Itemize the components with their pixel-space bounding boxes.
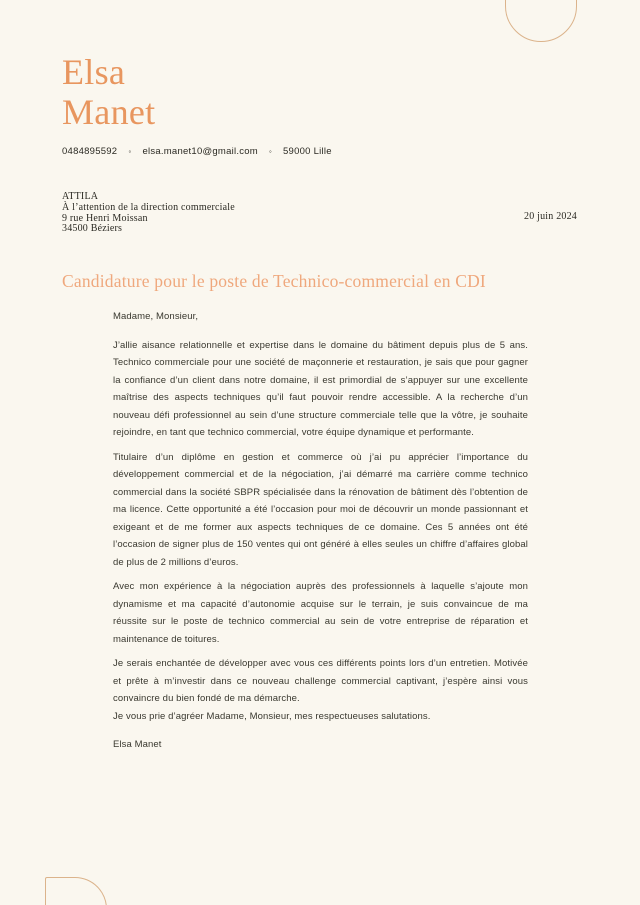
contact-line xyxy=(62,146,332,157)
location-text: 59000 Lille xyxy=(283,146,332,157)
closing-line: Je vous prie d’agréer Madame, Monsieur, mes respectueuses salutations. xyxy=(113,710,431,722)
email-address: elsa.manet10@gmail.com xyxy=(142,146,258,157)
recipient-city: 34500 Béziers xyxy=(62,223,123,235)
body-paragraph: Avec mon expérience à la négociation auprès des professionnels à laquelle s’ajoute mon dynamisme et ma capacité d’autonomie acquise sur le terrain, je suis convaincue de ma réussite sur le poste de technico commercial au sein de votre entreprise de réparation et maintenance de toitures. xyxy=(113,581,528,645)
body-paragraph: Titulaire d’un diplôme en gestion et commerce où j’ai pu apprécier l’importance du développement commercial et de la négociation, j’ai démarré ma carrière comme technico commercial dans la société SBPR spécialisée dans la rénovation de bâtiment dès l’obtention de ma licence. Cette opportunité a été l’occasion pour moi de découvrir un monde passionnant et exigeant et de me former aux aspects techniques de ce domaine. Ces 5 années ont été l’occasion de signer plus de 150 ventes qui ont généré à elles seules un chiffre d’affaires global de plus de 2 millions d’euros. xyxy=(113,451,528,568)
letter-body xyxy=(113,308,528,761)
recipient-company: ATTILA xyxy=(62,191,99,202)
recipient-block xyxy=(62,192,235,235)
recipient-attention: À l’attention de la direction commerciale xyxy=(62,201,235,213)
recipient-street: 9 rue Henri Moissan xyxy=(62,212,148,224)
body-paragraph: J’allie aisance relationnelle et expertise dans le domaine du bâtiment depuis plus de 5 ans. Technico commerciale pour une société de maçonnerie et restauration, je sais que pour gagner la confiance d’un client dans notre domaine, il est primordial de s’appuyer sur une excellente maîtrise des aspects techniques qu’il faut pouvoir rendre accessible. A la recherche d’un nouveau défi professionnel au sein d’une structure commerciale telle que la vôtre, je souhaite rejoindre, en tant que technico commercial, votre équipe dynamique et performante. xyxy=(113,339,528,438)
body-paragraph: Je serais enchantée de développer avec vous ces différents points lors d’un entretien. Motivée et prête à m’investir dans ce nouveau challenge commercial captivant, j’espère ainsi vous convaincre du bien fondé de ma démarche. xyxy=(113,658,528,704)
address-row xyxy=(62,192,577,235)
phone-number: 0484895592 xyxy=(62,146,118,157)
decorative-arch-bottom-left xyxy=(45,877,107,905)
dot-separator-icon: ◦ xyxy=(128,147,132,156)
dot-separator-icon: ◦ xyxy=(268,147,273,156)
sender-last-name: Manet xyxy=(62,92,156,132)
signature: Elsa Manet xyxy=(113,739,162,750)
letter-date: 20 juin 2024 xyxy=(524,211,577,222)
letter-subject: Candidature pour le poste de Technico-commercial en CDI xyxy=(62,271,486,291)
sender-name xyxy=(62,52,155,132)
decorative-arch-top-right xyxy=(505,0,577,42)
sender-first-name: Elsa xyxy=(62,52,126,92)
salutation: Madame, Monsieur, xyxy=(113,311,199,322)
